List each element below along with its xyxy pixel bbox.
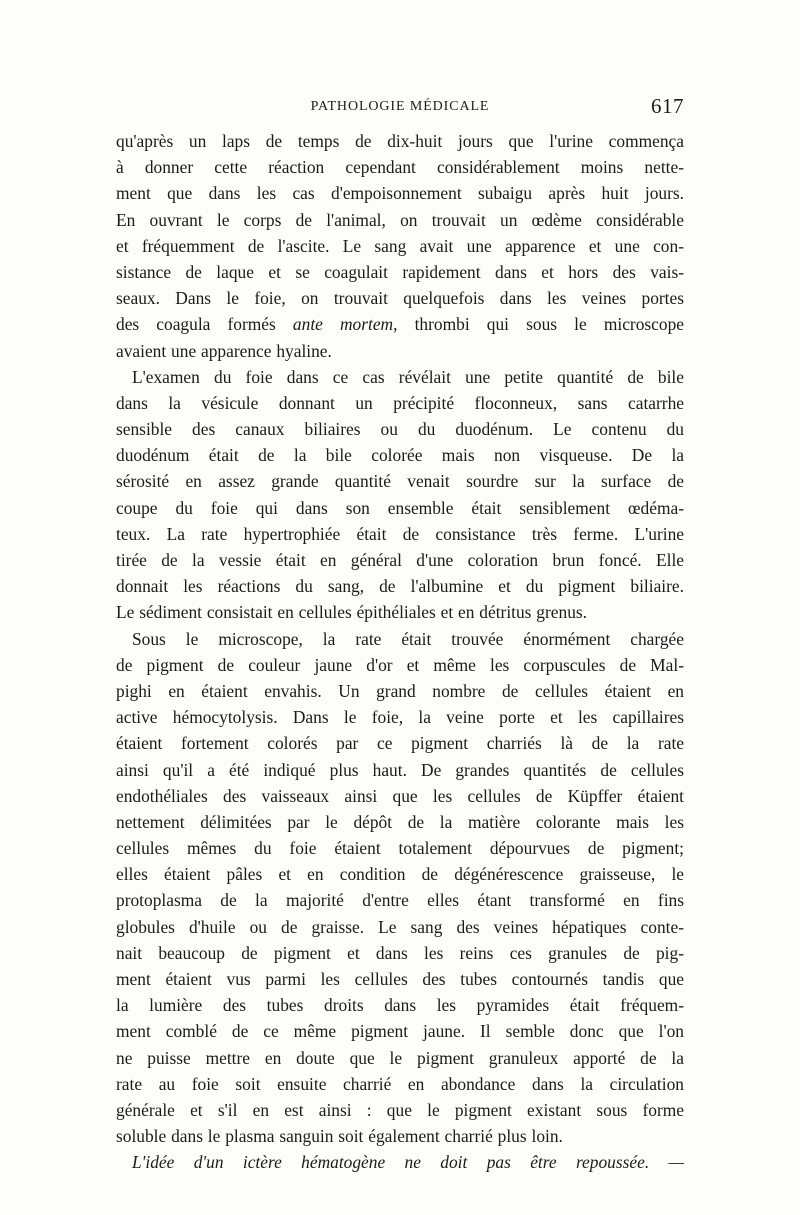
text-line: rate au foie soit ensuite charrié en abondance dans la circulation — [116, 1073, 684, 1094]
text-line: elles étaient pâles et en condition de dégénérescence graisseuse, le — [116, 864, 684, 885]
text-line: coupe du foie qui dans son ensemble était sensiblement œdéma- — [116, 497, 684, 518]
text-line: cellules mêmes du foie étaient totalement dépourvues de pigment; — [116, 838, 684, 859]
latin-phrase: ante mortem — [292, 314, 394, 335]
text-line: active hémocytolysis. Dans le foie, la veine porte et les capillaires — [116, 707, 684, 728]
text-line: sensible des canaux biliaires ou du duodénum. Le contenu du — [116, 419, 684, 440]
running-title: PATHOLOGIE MÉDICALE — [310, 99, 490, 114]
text-line: ment étaient vus parmi les cellules des tubes contournés tandis que — [116, 969, 684, 989]
text-line: sistance de laque et se coagulait rapidement dans et hors des vais- — [116, 261, 684, 282]
text-line: tirée de la vessie était en général d'une coloration brun foncé. Elle — [116, 550, 684, 570]
text-line: générale et s'il en est ainsi : que le pigment existant sous forme — [116, 1099, 684, 1120]
text-line: étaient fortement colorés par ce pigment charriés là de la rate — [116, 733, 684, 754]
body-text — [116, 128, 684, 1176]
text-line: pighi en étaient envahis. Un grand nombre de cellules étaient en — [116, 680, 684, 701]
text-line: nettement délimitées par le dépôt de la matière colorante mais les — [116, 811, 684, 832]
text-line: nait beaucoup de pigment et dans les reins ces granules de pig- — [116, 942, 684, 963]
text-line: la lumière des tubes droits dans les pyramides était fréquem- — [116, 995, 684, 1016]
text-line: à donner cette réaction cependant considérablement moins nette- — [116, 157, 684, 178]
text-line: endothéliales des vaisseaux ainsi que les cellules de Küpffer étaient — [116, 785, 684, 806]
text-line: seaux. Dans le foie, on trouvait quelquefois dans les veines portes — [116, 288, 684, 309]
text-line: En ouvrant le corps de l'animal, on trouvait un œdème considérable — [116, 209, 684, 230]
text-line-italic-heading: L'idée d'un ictère hématogène ne doit pas être repoussée. — — [132, 1152, 684, 1173]
text-line: des coagula formés ante mortem, thrombi qui sous le microscope — [116, 314, 684, 335]
text-line-paragraph-end: avaient une apparence hyaline. — [116, 340, 332, 361]
text-line: duodénum était de la bile colorée mais non visqueuse. De la — [116, 445, 684, 466]
text-line: et fréquemment de l'ascite. Le sang avait une apparence et une con- — [116, 235, 684, 256]
text-line: teux. La rate hypertrophiée était de consistance très ferme. L'urine — [116, 523, 684, 544]
text-line: globules d'huile ou de graisse. Le sang des veines hépatiques conte- — [116, 916, 684, 937]
text-line: de pigment de couleur jaune d'or et même les corpuscules de Mal- — [116, 654, 684, 675]
text-line-paragraph-start: Sous le microscope, la rate était trouvée énormément chargée — [132, 628, 684, 649]
text-line-paragraph-end: Le sédiment consistait en cellules épithéliales et en détritus grenus. — [116, 602, 588, 623]
text-line: donnait les réactions du sang, de l'albumine et du pigment biliaire. — [116, 576, 684, 597]
text-line-paragraph-start: L'examen du foie dans ce cas révélait une petite quantité de bile — [132, 366, 684, 387]
text-line: ment que dans les cas d'empoisonnement subaigu après huit jours. — [116, 183, 684, 204]
text-line-paragraph-end: soluble dans le plasma sanguin soit également charrié plus loin. — [116, 1126, 563, 1147]
text-line: ne puisse mettre en doute que le pigment granuleux apporté de la — [116, 1047, 684, 1068]
text-line: protoplasma de la majorité d'entre elles étant transformé en fins — [116, 890, 684, 911]
text-line: ainsi qu'il a été indiqué plus haut. De grandes quantités de cellules — [116, 759, 684, 780]
running-head — [116, 96, 684, 118]
page-number: 617 — [651, 94, 684, 118]
text-line: qu'après un laps de temps de dix-huit jours que l'urine commença — [116, 131, 684, 151]
text-line: ment comblé de ce même pigment jaune. Il semble donc que l'on — [116, 1021, 684, 1042]
text-line: dans la vésicule donnant un précipité floconneux, sans catarrhe — [116, 392, 684, 413]
text-line: sérosité en assez grande quantité venait sourdre sur la surface de — [116, 471, 684, 492]
